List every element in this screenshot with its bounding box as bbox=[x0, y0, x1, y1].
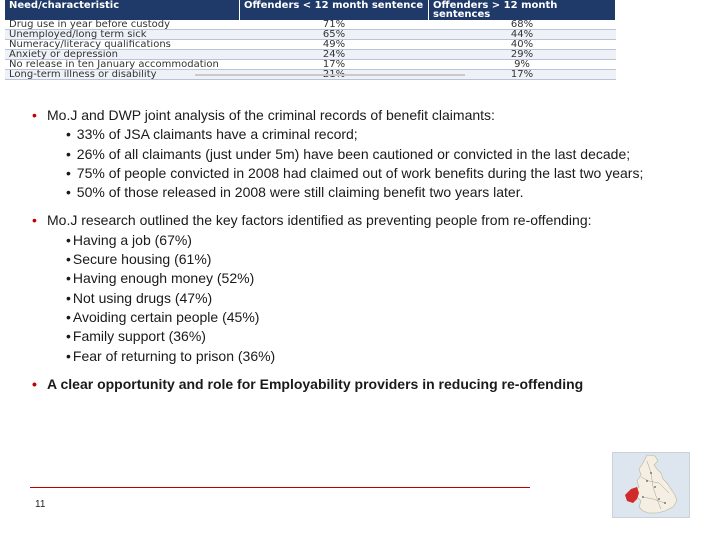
sub-bullet bbox=[30, 347, 690, 366]
bullet-lead bbox=[30, 106, 690, 125]
sub-bullet bbox=[30, 327, 690, 346]
bullet-section-conclusion bbox=[30, 375, 690, 394]
table-cell: 49% bbox=[240, 40, 429, 50]
bullet-lead bbox=[30, 375, 690, 394]
table-cell: Numeracy/literacy qualifications bbox=[5, 40, 240, 50]
table-row bbox=[5, 40, 616, 50]
slide-content bbox=[30, 106, 690, 394]
column-header: Offenders < 12 month sentence bbox=[240, 0, 429, 20]
section-lead-text: Mo.J research outlined the key factors identified as preventing people from re-offending: bbox=[47, 212, 592, 229]
page-number: 11 bbox=[35, 499, 46, 510]
table-cell: 44% bbox=[429, 30, 616, 40]
table-cell: Unemployed/long term sick bbox=[5, 30, 240, 40]
table-row bbox=[5, 60, 616, 70]
table-cell: 17% bbox=[240, 60, 429, 70]
table-divider bbox=[195, 74, 465, 76]
column-header: Need/characteristic bbox=[5, 0, 240, 20]
table-header-row bbox=[5, 0, 616, 20]
bullet-section-factors bbox=[30, 211, 690, 365]
statistics-table bbox=[5, 0, 616, 80]
bullet-dot-icon: • bbox=[66, 184, 71, 201]
table-cell: 9% bbox=[429, 60, 616, 70]
sub-bullet-text: Avoiding certain people (45%) bbox=[72, 308, 260, 325]
table-cell: 40% bbox=[429, 40, 616, 50]
sub-bullet bbox=[30, 183, 690, 202]
bullet-dot-icon: • bbox=[66, 231, 71, 248]
table-cell: 17% bbox=[429, 70, 616, 80]
sub-bullet bbox=[30, 125, 690, 144]
column-header: Offenders > 12 month sentences bbox=[429, 0, 616, 20]
bullet-dot-icon: • bbox=[66, 328, 71, 345]
table-cell: Anxiety or depression bbox=[5, 50, 240, 60]
bullet-dot-icon: • bbox=[66, 164, 71, 181]
sub-bullet-text: 33% of JSA claimants have a criminal record; bbox=[76, 126, 358, 143]
bullet-dot-icon: • bbox=[66, 308, 71, 325]
table-cell: 29% bbox=[429, 50, 616, 60]
table-cell: Drug use in year before custody bbox=[5, 20, 240, 30]
sub-bullet-text: Family support (36%) bbox=[72, 328, 206, 345]
sub-bullet-text: Not using drugs (47%) bbox=[72, 289, 213, 306]
bullet-section-claimants bbox=[30, 106, 690, 202]
sub-bullet bbox=[30, 289, 690, 308]
bullet-dot-icon: • bbox=[66, 126, 71, 143]
sub-bullet bbox=[30, 250, 690, 269]
table-row bbox=[5, 20, 616, 30]
sub-bullet bbox=[30, 145, 690, 164]
sub-bullet-text: Having enough money (52%) bbox=[72, 270, 255, 287]
sub-bullet bbox=[30, 164, 690, 183]
table-cell: No release in ten January accommodation bbox=[5, 60, 240, 70]
bullet-dot-icon: • bbox=[32, 375, 37, 392]
bullet-dot-icon: • bbox=[32, 212, 37, 229]
table-row bbox=[5, 30, 616, 40]
table-row bbox=[5, 50, 616, 60]
table-cell: Long-term illness or disability bbox=[5, 70, 240, 80]
bullet-dot-icon: • bbox=[66, 347, 71, 364]
bullet-lead bbox=[30, 211, 690, 230]
sub-bullet-text: 26% of all claimants (just under 5m) have been cautioned or convicted in the last decade; bbox=[76, 145, 631, 162]
table-cell: 24% bbox=[240, 50, 429, 60]
bullet-dot-icon: • bbox=[32, 107, 37, 123]
sub-bullet bbox=[30, 269, 690, 288]
section-lead-text: Mo.J and DWP joint analysis of the criminal records of benefit claimants: bbox=[47, 107, 495, 123]
sub-bullet bbox=[30, 231, 690, 250]
table-cell: 65% bbox=[240, 30, 429, 40]
bullet-dot-icon: • bbox=[66, 251, 71, 268]
conclusion-text: A clear opportunity and role for Employability providers in reducing re-offending bbox=[47, 375, 584, 392]
bullet-dot-icon: • bbox=[66, 289, 71, 306]
footer-divider bbox=[30, 487, 530, 488]
sub-bullet-text: 75% of people convicted in 2008 had claimed out of work benefits during the last two years; bbox=[76, 164, 644, 181]
sub-bullet-text: Secure housing (61%) bbox=[72, 251, 212, 268]
uk-map-icon bbox=[612, 452, 690, 518]
table-cell: 68% bbox=[429, 20, 616, 30]
sub-bullet-text: 50% of those released in 2008 were still claiming benefit two years later. bbox=[76, 184, 524, 201]
sub-bullet-text: Fear of returning to prison (36%) bbox=[72, 347, 276, 364]
sub-bullet-text: Having a job (67%) bbox=[72, 231, 192, 248]
bullet-dot-icon: • bbox=[66, 145, 71, 162]
statistics-table-image bbox=[5, 0, 616, 86]
table-cell: 71% bbox=[240, 20, 429, 30]
bullet-dot-icon: • bbox=[66, 270, 71, 287]
sub-bullet bbox=[30, 308, 690, 327]
